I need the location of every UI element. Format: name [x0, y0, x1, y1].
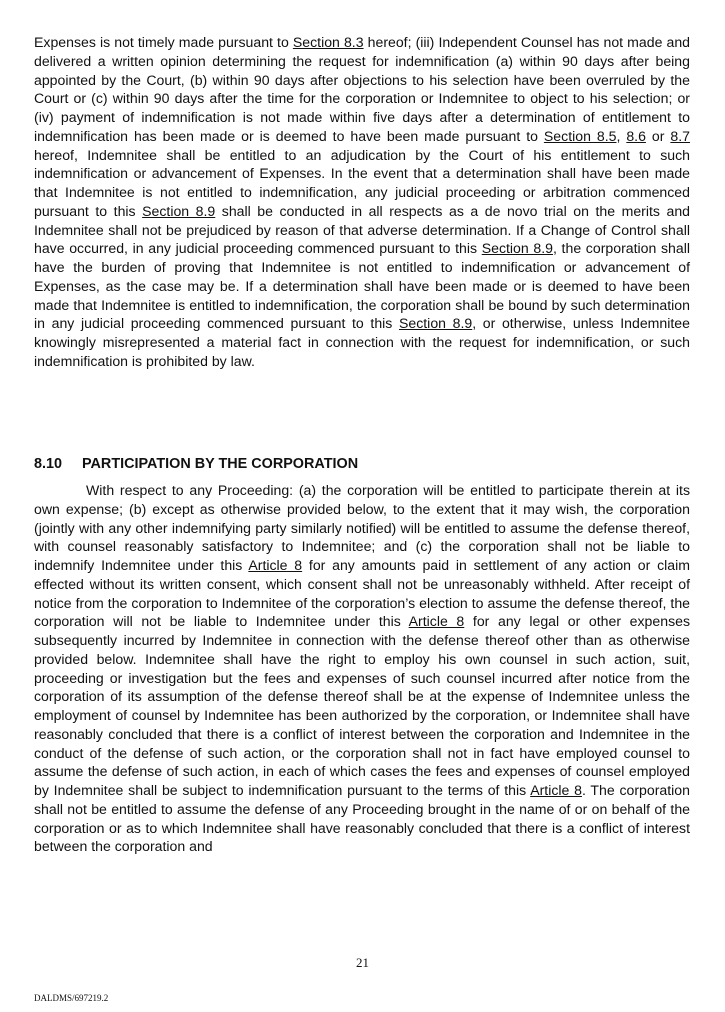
text-run: , — [616, 127, 627, 144]
paragraph-indemnification-adjudication — [34, 33, 690, 371]
text-run: hereof, Indemnitee shall be entitled to an adjudication by the Court of his entitlement to such indemnification or advancement of Expenses. In the event that a determination shall have been made that Indemnitee is not entitled to indemnification, any judicial proceeding or arbitration commenced pursuant to this — [34, 146, 690, 219]
text-run: . The corporation shall not be entitled to assume the defense of any Proceeding brought in the name of or on behalf of the corporation or as to which Indemnitee shall have reasonably concluded that there is a conflict of interest between the corporation and — [34, 782, 690, 855]
section-reference: Section 8.5 — [543, 127, 617, 144]
section-title: PARTICIPATION BY THE CORPORATION — [82, 456, 359, 472]
section-reference: 8.6 — [626, 127, 646, 144]
article-reference: Article 8 — [530, 782, 582, 798]
text-run: or — [645, 127, 671, 144]
text-run: , the corporation shall have the burden of proving that Indemnitee is not entitled to indemnification or advancement of Expenses, as the case may be. If a determination shall have been made or is deemed to have been made that Indemnitee is entitled to indemnification, the corporation shall be bound by such determination in any judicial proceeding commenced pursuant to this — [34, 240, 690, 332]
text-run: With respect to any Proceeding: (a) the corporation will be entitled to participate therein at its own expense; (b) except as otherwise provided below, to the extent that it may wish, the corporation (jointly with any other indemnifying party similarly notified) will be entitled to assume the defense thereof, with counsel reasonably satisfactory to Indemnitee; and (c) the corporation shall not be liable to indemnify Indemnitee under this — [34, 482, 690, 573]
page-number: 21 — [356, 955, 369, 970]
text-run: Expenses is not timely made pursuant to — [34, 34, 293, 50]
section-reference: Section 8.3 — [292, 34, 364, 50]
text-run: hereof; (iii) Independent Counsel has not made and delivered a written opinion determining the request for indemnification (a) within 90 days after being appointed by the Court, (b) within 90 days after objections to his selection have been overruled by the Court or (c) within 90 days after the time for the corporation or Indemnitee to object to his selection; or (iv) payment of indemnification is not made within five days after a determination of entitlement to indemnification has been made or is deemed to have been made pursuant to — [34, 34, 691, 144]
paragraph-participation — [34, 481, 690, 856]
text-run: shall be conducted in all respects as a de novo trial on the merits and Indemnitee shall not be prejudiced by reason of that adverse determination. If a Change of Control shall have occurred, in any judicial proceeding commenced pursuant to this — [34, 202, 691, 257]
article-reference: Article 8 — [408, 613, 465, 630]
section-reference: Section 8.9 — [142, 202, 216, 219]
section-heading — [34, 455, 358, 473]
section-reference: Section 8.9 — [398, 315, 473, 332]
article-reference: Article 8 — [248, 557, 303, 573]
text-run: for any legal or other expenses subsequently incurred by Indemnitee in connection with the defense thereof other than as otherwise provided below. Indemnitee shall have the right to employ his own counsel in such action, suit, proceeding or investigation but the fees and expenses of such counsel incurred after notice from the corporation of its assumption of the defense thereof shall be at the expense of Indemnitee unless the employment of counsel by Indemnitee has been authorized by the corporation, or Indemnitee shall have reasonably concluded that there is a conflict of interest between the corporation and Indemnitee in the conduct of the defense of such action, or the corporation shall not in fact have employed counsel to assume the defense of such action, in each of which cases the fees and expenses of counsel employed by Indemnitee shall be subject to indemnification pursuant to the terms of this — [34, 613, 691, 798]
text-run: for any amounts paid in settlement of any action or claim effected without its written consent, which consent shall not be unreasonably withheld. After receipt of notice from the corporation to Indemnitee of the corporation’s election to assume the defense thereof, the corporation will not be liable to Indemnitee under this — [34, 557, 690, 630]
section-reference: 8.7 — [670, 127, 690, 144]
section-number: 8.10 — [34, 456, 63, 472]
text-run: , or otherwise, unless Indemnitee knowingly misrepresented a material fact in connection with the request for indemnification, or such indemnification is prohibited by law. — [34, 315, 690, 369]
document-id: DALDMS/697219.2 — [34, 993, 109, 1003]
section-reference: Section 8.9 — [481, 240, 553, 257]
